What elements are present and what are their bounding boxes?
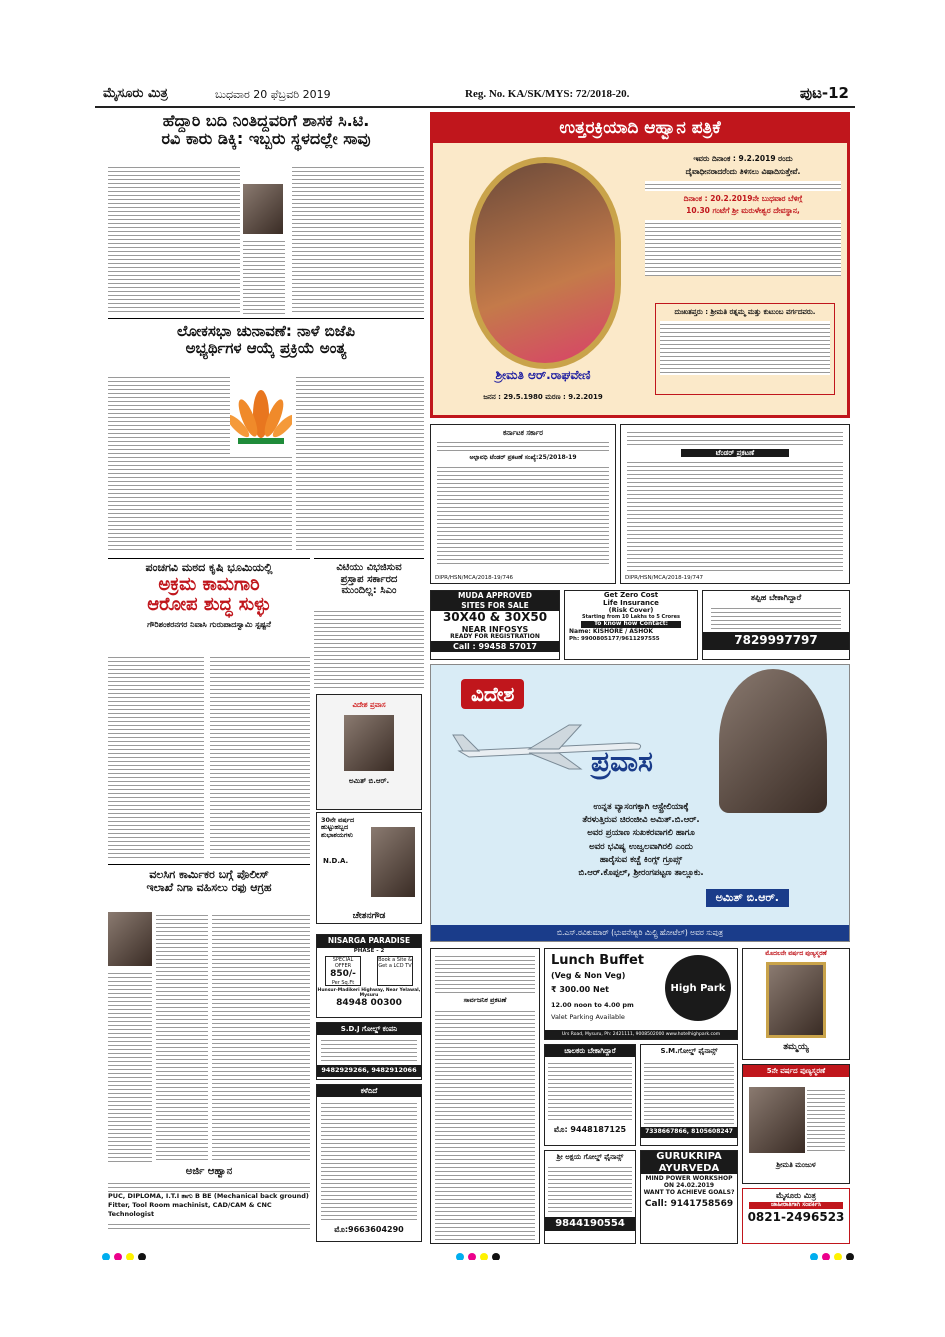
- story2-body-col1: [108, 374, 230, 552]
- notice-arji: ಅರ್ಜಿ ಆಹ್ವಾನ PUC, DIPLOMA, I.T.I ತಾಗು B BE (Mechanical back ground) Fitter, Tool Room machinist, CAD/CAM & CNC Technologist: [108, 1166, 310, 1244]
- story3-body-col1: [108, 654, 204, 860]
- ad-memorial-2: 5ನೇ ವರ್ಷದ ಪುಣ್ಯಸ್ಮರಣೆ ಶ್ರೀಮತಿ ಮಂಜುಳ: [742, 1064, 850, 1184]
- ad-lost-item: ಕಳೆದಿದೆ ಮೊ:9663604290: [316, 1084, 422, 1242]
- tender-notice-1: ಕರ್ನಾಟಕ ಸರ್ಕಾರ ಅಲ್ಪಾವಧಿ ಟೆಂಡರ್ ಪ್ರಕಟಣೆ ಸಂಖ್ಯೆ:25/2018-19 DIPR/HSN/MCA/2018-19/746: [430, 424, 616, 584]
- obituary-family: ದುಃಖತಪ್ತರು : ಶ್ರೀಮತಿ ರತ್ನಮ್ಮ ಮತ್ತು ಕುಟುಂಬ ವರ್ಗದವರು.: [655, 303, 835, 395]
- obituary-ad: ಉತ್ತರಕ್ರಿಯಾದಿ ಆಹ್ವಾನ ಪತ್ರಿಕೆ ಶ್ರೀಮತಿ ಆರ್.ರಾಘವೇಣಿ ಜನನ : 29.5.1980 ಮರಣ : 9.2.2019 ಇವರು ದಿನಾಂಕ : 9.2.2019 ರಂದು ದೈವಾಧೀನರಾದರೆಂದು ತಿಳಿಸಲು ವಿಷಾದಿಸುತ್ತೇವೆ. ದಿನಾಂಕ : 20.2.2019ನೇ ಬುಧವಾರ ಬೆಳಿಗ್ಗೆ 10.30 ಗಂಟೆಗೆ ಶ್ರೀ ಮರುಳೇಶ್ವರ ದೇವಸ್ಥಾನ, ದುಃಖತಪ್ತರು : ಶ್ರೀಮತಿ ರತ್ನಮ್ಮ ಮತ್ತು ಕುಟುಂಬ ವರ್ಗದವರು.: [430, 112, 850, 418]
- story2-headline: ಲೋಕಸಭಾ ಚುನಾವಣೆ: ನಾಳೆ ಬಿಜೆಪಿ ಅಭ್ಯರ್ಥಿಗಳ ಆಯ್ಕೆ ಪ್ರಕ್ರಿಯೆ ಅಂತ್ಯ: [108, 318, 424, 370]
- ad-akshaya-gold: ಶ್ರೀ ಅಕ್ಷಯ ಗೋಲ್ಡ್ ಫೈನಾನ್ಸ್ 9844190554: [544, 1150, 636, 1244]
- memorial-photo-1: [766, 962, 826, 1038]
- story2-body-col1b: [230, 454, 292, 552]
- story1-body-col1b: [243, 238, 285, 314]
- bjp-lotus-icon: [230, 384, 292, 450]
- tender-notice-2: ಟೆಂಡರ್ ಪ್ರಕಟಣೆ DIPR/HSN/MCA/2018-19/747: [620, 424, 850, 584]
- page-number: ಪುಟ-12: [799, 84, 849, 102]
- ad-missing-person: ತಪ್ಪಿಹ ಬೇಕಾಗಿದ್ದಾರೆ 7829997797: [702, 590, 850, 660]
- ad-small-videsha-photo: [344, 715, 394, 771]
- ad-gurukripa-ayurveda: GURUKRIPA AYURVEDA MIND POWER WORKSHOP ON 24.02.2019 WANT TO ACHIEVE GOALS? Call: 9141758569: [640, 1150, 738, 1244]
- story5-headline: ವಲಸಿಗ ಕಾರ್ಮಿಕರ ಬಗ್ಗೆ ಪೊಲೀಸ್ ಇಲಾಖೆ ನಿಗಾ ವಹಿಸಲು ರಫು ಆಗ್ರಹ: [108, 864, 310, 908]
- story4-body: [314, 608, 424, 690]
- story5-body-col1: [156, 912, 208, 1162]
- story1-headline: ಹೆದ್ದಾರಿ ಬದಿ ನಿಂತಿದ್ದವರಿಗೆ ಶಾಸಕ ಸಿ.ಟಿ. ರವಿ ಕಾರು ಡಿಕ್ಕಿ: ಇಬ್ಬರು ಸ್ಥಳದಲ್ಲೇ ಸಾವು: [161, 112, 371, 149]
- masthead-date: ಬುಧವಾರ 20 ಫೆಬ್ರವರಿ 2019: [215, 88, 331, 101]
- memorial-photo-2: [749, 1087, 805, 1153]
- story5-body-col2: [212, 912, 310, 1162]
- ad-mysuru-mitra: ಮೈಸೂರು ಮಿತ್ರ ಜಾಹೀರಾತಿಗಾಗಿ ಸಂಪರ್ಕಿಸಿ 0821-2496523: [742, 1188, 850, 1244]
- ad-videsha-photo: [719, 669, 827, 813]
- masthead-logo: ಮೈಸೂರು ಮಿತ್ರ: [103, 86, 168, 101]
- nisarga-price-box: SPECIAL OFFER 850/- Per Sq.Ft: [325, 956, 361, 986]
- ad-muda-sites: MUDA APPROVED SITES FOR SALE 30X40 & 30X50 NEAR INFOSYS READY FOR REGISTRATION Call : 99458 57017: [430, 590, 560, 660]
- ad-sdj: S.D.J ಗೋಲ್ಡ್ ಕಂಪನಿ 9482929266, 9482912066: [316, 1022, 422, 1080]
- print-registration-marks: [100, 1248, 860, 1260]
- ad-nisarga: NISARGA PARADISE PHASE - 2 SPECIAL OFFER 850/- Per Sq.Ft Book a Site & Get a LCD TV Hunsur-Madikeri Highway, Near Yelawal, Mysuru 84948 00300: [316, 934, 422, 1018]
- ad-small-videsha: ವಿದೇಶ ಪ್ರವಾಸ ಅಮಿತ್ ಬಿ.ಆರ್.: [316, 694, 422, 810]
- story1-body-col1: [108, 164, 240, 314]
- ad-drivers-wanted: ಚಾಲಕರು ಬೇಕಾಗಿದ್ದಾರೆ ಮೊ: 9448187125: [544, 1044, 636, 1146]
- story3-body-col2: [210, 654, 310, 860]
- ad-memorial-1: ಮೊದಲನೇ ವರ್ಷದ ಪುಣ್ಯಸ್ಮರಣೆ ತಮ್ಮಯ್ಯ: [742, 948, 850, 1060]
- high-park-logo: High Park: [665, 955, 731, 1021]
- story3-headline: ಪಂಚಗವಿ ಮಠದ ಕೃಷಿ ಭೂಮಿಯಲ್ಲಿ ಅಕ್ರಮ ಕಾಮಗಾರಿ ಆರೋಪ ಶುದ್ಧ ಸುಳ್ಳು ಗೌರಿಶಂಕರನಗರ ನಿವಾಸಿ ಗುರುಪಾದಸ್ವಾಮಿ ಸ್ಪಷ್ಟನೆ: [108, 558, 310, 650]
- ad-lunch-buffet: Lunch Buffet (Veg & Non Veg) ₹ 300.00 Net 12.00 noon to 4.00 pm Valet Parking Available High Park Urs Road, Mysuru, Ph: 2421111, 9008502000 www.hotelhighpark.com: [544, 948, 738, 1040]
- story5-photo: [108, 912, 152, 966]
- ad-insurance: Get Zero Cost Life Insurance (Risk Cover) Starting from 10 Lakhs to 5 Crores To know how Contact: Name: KISHORE / ASHOK Ph: 9900805177/9611297555: [564, 590, 698, 660]
- ad-videsha-pravasa: ವಿದೇಶ ಪ್ರವಾಸ ಉನ್ನತ ವ್ಯಾಸಂಗಕ್ಕಾಗಿ ಆಸ್ಟ್ರೇಲಿಯಾಕ್ಕೆ ತೆರಳುತ್ತಿರುವ ಚಿರಂಜೀವಿ ಅಮಿತ್.ಬಿ.ಆರ್. ಅವರ ಪ್ರಯಾಣ ಸುಖಕರವಾಗಲಿ ಹಾಗೂ ಅವರ ಭವಿಷ್ಯ ಉಜ್ವಲವಾಗಿರಲಿ ಎಂದು ಹಾರೈಸುವ ಕಚ್ಚೆ ಕಿಂಗ್ಸ್ ಗ್ರೂಪ್ಸ್ ಬಿ.ಆರ್.ಕೊಪ್ಪಲ್, ಶ್ರೀರಂಗಪಟ್ಟಣ ತಾಲ್ಲೂಕು. ಅಮಿತ್ ಬಿ.ಆರ್. ಬಿ.ಎಸ್.ರವಿಕುಮಾರ್ (ಭುವನೇಶ್ವರಿ ಮಿಲ್ಟ್ರಿ ಹೋಟೆಲ್) ಅವರ ಸುಪುತ್ರ: [430, 664, 850, 942]
- masthead: [95, 84, 855, 108]
- ad-public-notice: ಸಾರ್ವಜನಿಕ ಪ್ರಕಟಣೆ: [430, 948, 540, 1244]
- obituary-photo: [469, 157, 621, 369]
- story1-photo: [243, 184, 283, 234]
- story2-body-col2: [296, 374, 424, 552]
- ad-birthday: 30ನೇ ವರ್ಷದ ಹುಟ್ಟುಹಬ್ಬದ ಶುಭಾಶಯಗಳು N.D.A. ಚೇತನಗೌಡ: [316, 812, 422, 924]
- story5-body-col1b: [108, 970, 152, 1162]
- story4-headline: ವಿಟಿಯು ವಿಭಜಿಸುವ ಪ್ರಸ್ತಾಪ ಸರ್ಕಾರದ ಮುಂದಿಲ್ಲ: ಸಿಎಂ: [314, 558, 424, 602]
- ad-sm-gold: S.M.ಗೋಲ್ಡ್ ಫೈನಾನ್ಸ್ 7338667866, 8105608247: [640, 1044, 738, 1146]
- story1-body-col2: [292, 164, 424, 314]
- ad-birthday-photo: [371, 827, 415, 897]
- masthead-reg: Reg. No. KA/SK/MYS: 72/2018-20.: [465, 88, 630, 100]
